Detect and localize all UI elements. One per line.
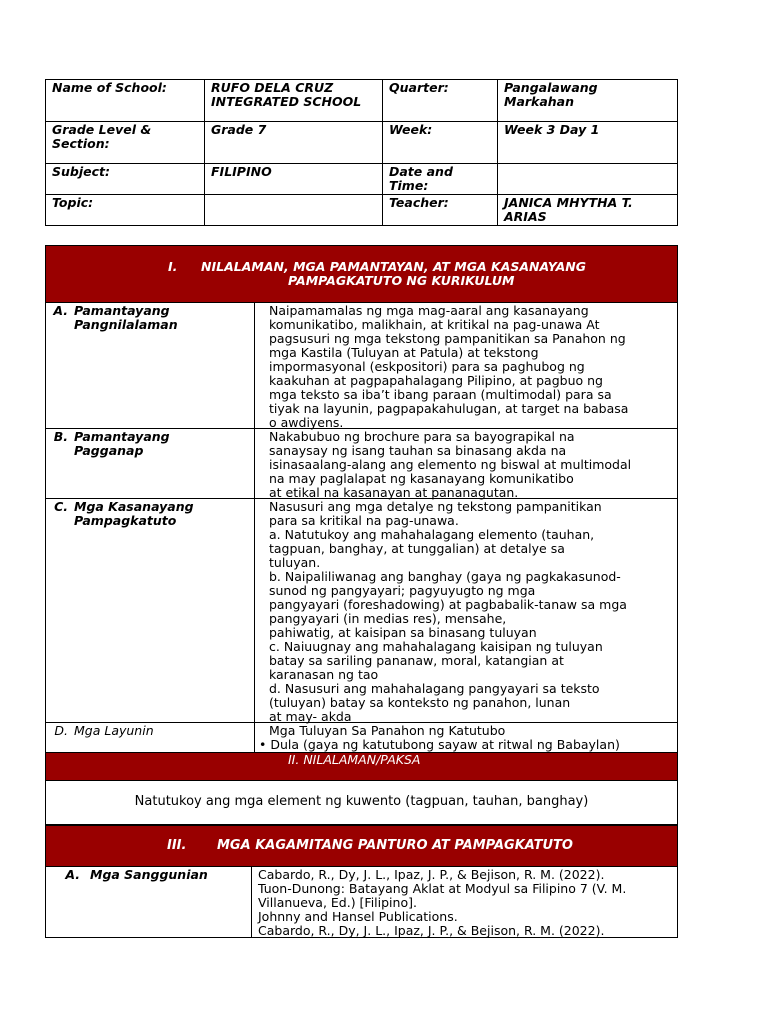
- section1-row-c: [45, 499, 678, 723]
- topic-label: Topic:: [46, 195, 205, 226]
- section1-row-a: [45, 303, 678, 429]
- row-c-text: Nasusuri ang mga detalye ng tekstong pampanitikan para sa kritikal na pag-unawa. a. Natutukoy ang mahahalagang elemento (tauhan, tagpuan, banghay, at tunggalian) at detalye sa tuluyan. b. Naipaliliwanag ang banghay (gaya ng pagkakasunod- sunod ng pangyayari; pagyuyugto ng mga pangyayari (foreshadowing) at pagbabalik-tanaw sa mga pangyayari (in medias res), mensahe, pahiwatig, at kaisipan sa binasang tuluyan c. Naiuugnay ang mahahalagang kaisipan ng tuluyan batay sa sariling pananaw, moral, katangian at karanasan ng tao d. Nasusuri ang mahahalagang pangyayari sa teksto (tuluyan) batay sa konteksto ng panahon, lunan at may- akda: [269, 499, 627, 724]
- section1-title-line1: NILALAMAN, MGA PAMANTAYAN, AT MGA KASANAYANG: [201, 259, 587, 274]
- quarter-label: Quarter:: [383, 80, 498, 122]
- row-b-text: Nakabubuo ng brochure para sa bayograpikal na sanaysay ng isang tauhan sa binasang akda na isinasaalang-alang ang elemento ng biswal at multimodal na may paglalapat ng kasanayang komunikatibo at etikal na kasanayan at pananagutan.: [269, 429, 632, 500]
- section3-row-a-letter: A.: [65, 867, 80, 882]
- section3-header: [45, 825, 678, 867]
- grade-value: Grade 7: [205, 122, 383, 164]
- row-b-letter: B.: [53, 429, 68, 444]
- row-a-letter: A.: [53, 303, 68, 318]
- teacher-label: Teacher:: [383, 195, 498, 226]
- week-label: Week:: [383, 122, 498, 164]
- quarter-value: Pangalawang Markahan: [498, 80, 678, 122]
- subject-label: Subject:: [46, 164, 205, 195]
- school-value: RUFO DELA CRUZ INTEGRATED SCHOOL: [205, 80, 383, 122]
- section3-row-a-label: Mga Sanggunian: [90, 867, 208, 882]
- section3-title: MGA KAGAMITANG PANTURO AT PAMPAGKATUTO: [217, 838, 573, 853]
- date-label: Date and Time:: [383, 164, 498, 195]
- section2-header: [45, 752, 678, 781]
- section1-title-line2: PAMPAGKATUTO NG KURIKULUM: [288, 273, 515, 288]
- row-a-text: Naipamamalas ng mga mag-aaral ang kasanayang komunikatibo, malikhain, at kritikal na pag-unawa At pagsusuri ng mga tekstong pampanitikan sa Panahon ng mga Kastila (Tuluyan at Patula) at tekstong impormasyonal (eskpositori) para sa paghubog ng kaakuhan at pagpapahalagang Pilipino, at pagbuo ng mga teksto sa iba’t ibang paraan (multimodal) para sa tiyak na layunin, pagpapakahulugan, at target na babasa o awdiyens.: [269, 303, 629, 430]
- row-c-label: Mga Kasanayang Pampagkatuto: [74, 499, 194, 528]
- topic-value: [205, 195, 383, 226]
- row-d-text-line1: Mga Tuluyan Sa Panahon ng Katutubo: [269, 723, 506, 738]
- teacher-value: JANICA MHYTHA T. ARIAS: [498, 195, 678, 226]
- section2-title: II. NILALAMAN/PAKSA: [288, 752, 421, 767]
- section3-row-a-text: Cabardo, R., Dy, J. L., Ipaz, J. P., & Bejison, R. M. (2022). Tuon-Dunong: Batayang Aklat at Modyul sa Filipino 7 (V. M. Villanueva, Ed.) [Filipino]. Johnny and Hansel Publications. Cabardo, R., Dy, J. L., Ipaz, J. P., & Bejison, R. M. (2022).: [258, 867, 627, 938]
- section2-content: Natutukoy ang mga element ng kuwento (tagpuan, tauhan, banghay): [134, 794, 589, 809]
- row-b-label: Pamantayang Pagganap: [74, 429, 170, 458]
- section3-row-a: [45, 867, 678, 938]
- row-c-letter: C.: [54, 499, 68, 514]
- week-value: Week 3 Day 1: [498, 122, 678, 164]
- section2-content-box: [45, 781, 678, 825]
- school-label: Name of School:: [46, 80, 205, 122]
- row-d-label: Mga Layunin: [74, 723, 154, 738]
- row-d-letter: D.: [54, 723, 68, 738]
- section1-header: [45, 245, 678, 303]
- subject-value: FILIPINO: [205, 164, 383, 195]
- section3-number: III.: [167, 838, 187, 853]
- section1-number: I.: [168, 259, 178, 274]
- row-d-text-line2: • Dula (gaya ng katutubong sayaw at ritwal ng Babaylan): [259, 737, 620, 752]
- grade-label: Grade Level & Section:: [46, 122, 205, 164]
- date-value: [498, 164, 678, 195]
- section1-row-d: [45, 723, 678, 753]
- header-table: [45, 79, 678, 226]
- row-a-label: Pamantayang Pangnilalaman: [74, 303, 178, 332]
- section1-row-b: [45, 429, 678, 499]
